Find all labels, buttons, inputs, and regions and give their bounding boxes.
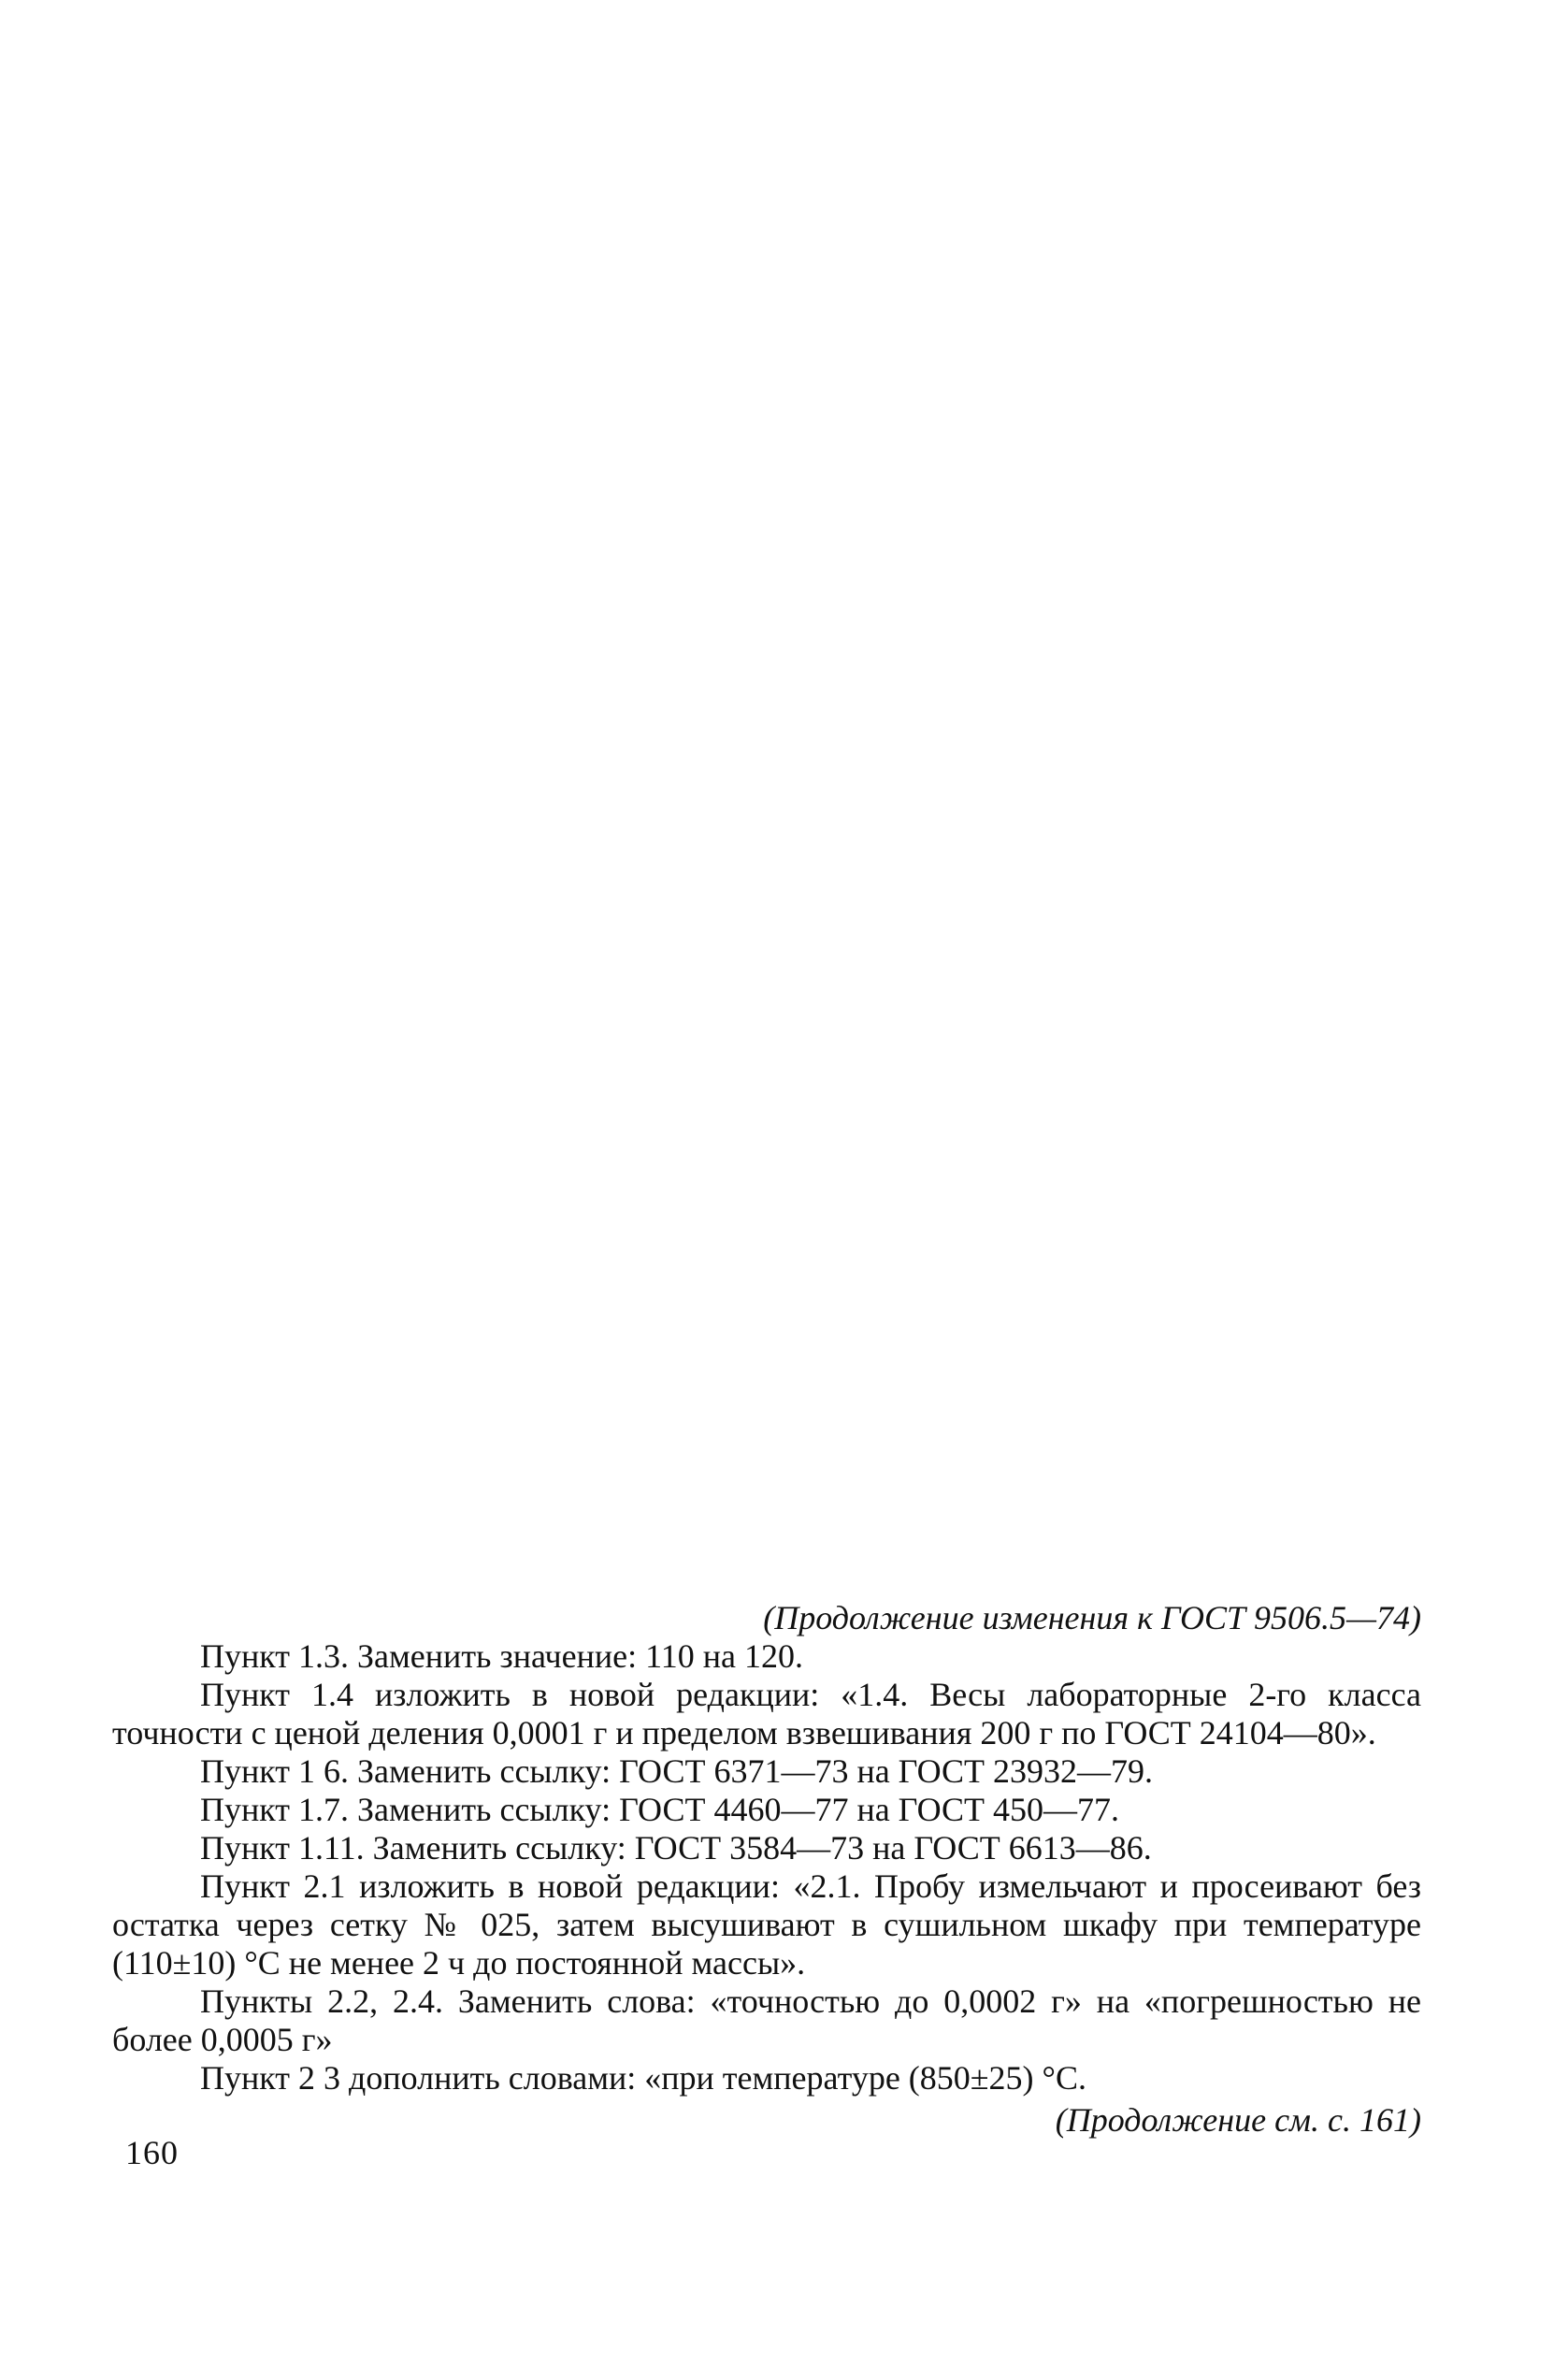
- paragraph-2: Пункт 1.4 изложить в новой редакции: «1.4. Весы лабораторные 2-го класса точности с ценой деления 0,0001 г и пределом взвешивания 200 г по ГОСТ 24104—80».: [112, 1676, 1421, 1751]
- paragraph-8: Пункт 2 3 дополнить словами: «при температуре (850±25) °С.: [200, 2059, 1086, 2097]
- continuation-footer: (Продолжение см. с. 161): [1055, 2101, 1421, 2139]
- page-number: 160: [125, 2134, 179, 2171]
- paragraph-6: Пункт 2.1 изложить в новой редакции: «2.1. Пробу измельчают и просеивают без остатка через сетку № 025, затем высушивают в сушильном шкафу при температуре (110±10) °С не менее 2 ч до постоянной массы».: [112, 1867, 1421, 1982]
- paragraph-5: Пункт 1.11. Заменить ссылку: ГОСТ 3584—73 на ГОСТ 6613—86.: [200, 1829, 1152, 1867]
- paragraph-3: Пункт 1 6. Заменить ссылку: ГОСТ 6371—73 на ГОСТ 23932—79.: [200, 1752, 1154, 1790]
- paragraph-1: Пункт 1.3. Заменить значение: 110 на 120.: [200, 1637, 803, 1675]
- continuation-header: (Продолжение изменения к ГОСТ 9506.5—74): [763, 1599, 1421, 1636]
- paragraph-7: Пункты 2.2, 2.4. Заменить слова: «точностью до 0,0002 г» на «погрешностью не более 0,0005 г»: [112, 1982, 1421, 2058]
- amendment-text-block: [112, 1599, 1421, 2140]
- paragraph-4: Пункт 1.7. Заменить ссылку: ГОСТ 4460—77 на ГОСТ 450—77.: [200, 1791, 1120, 1828]
